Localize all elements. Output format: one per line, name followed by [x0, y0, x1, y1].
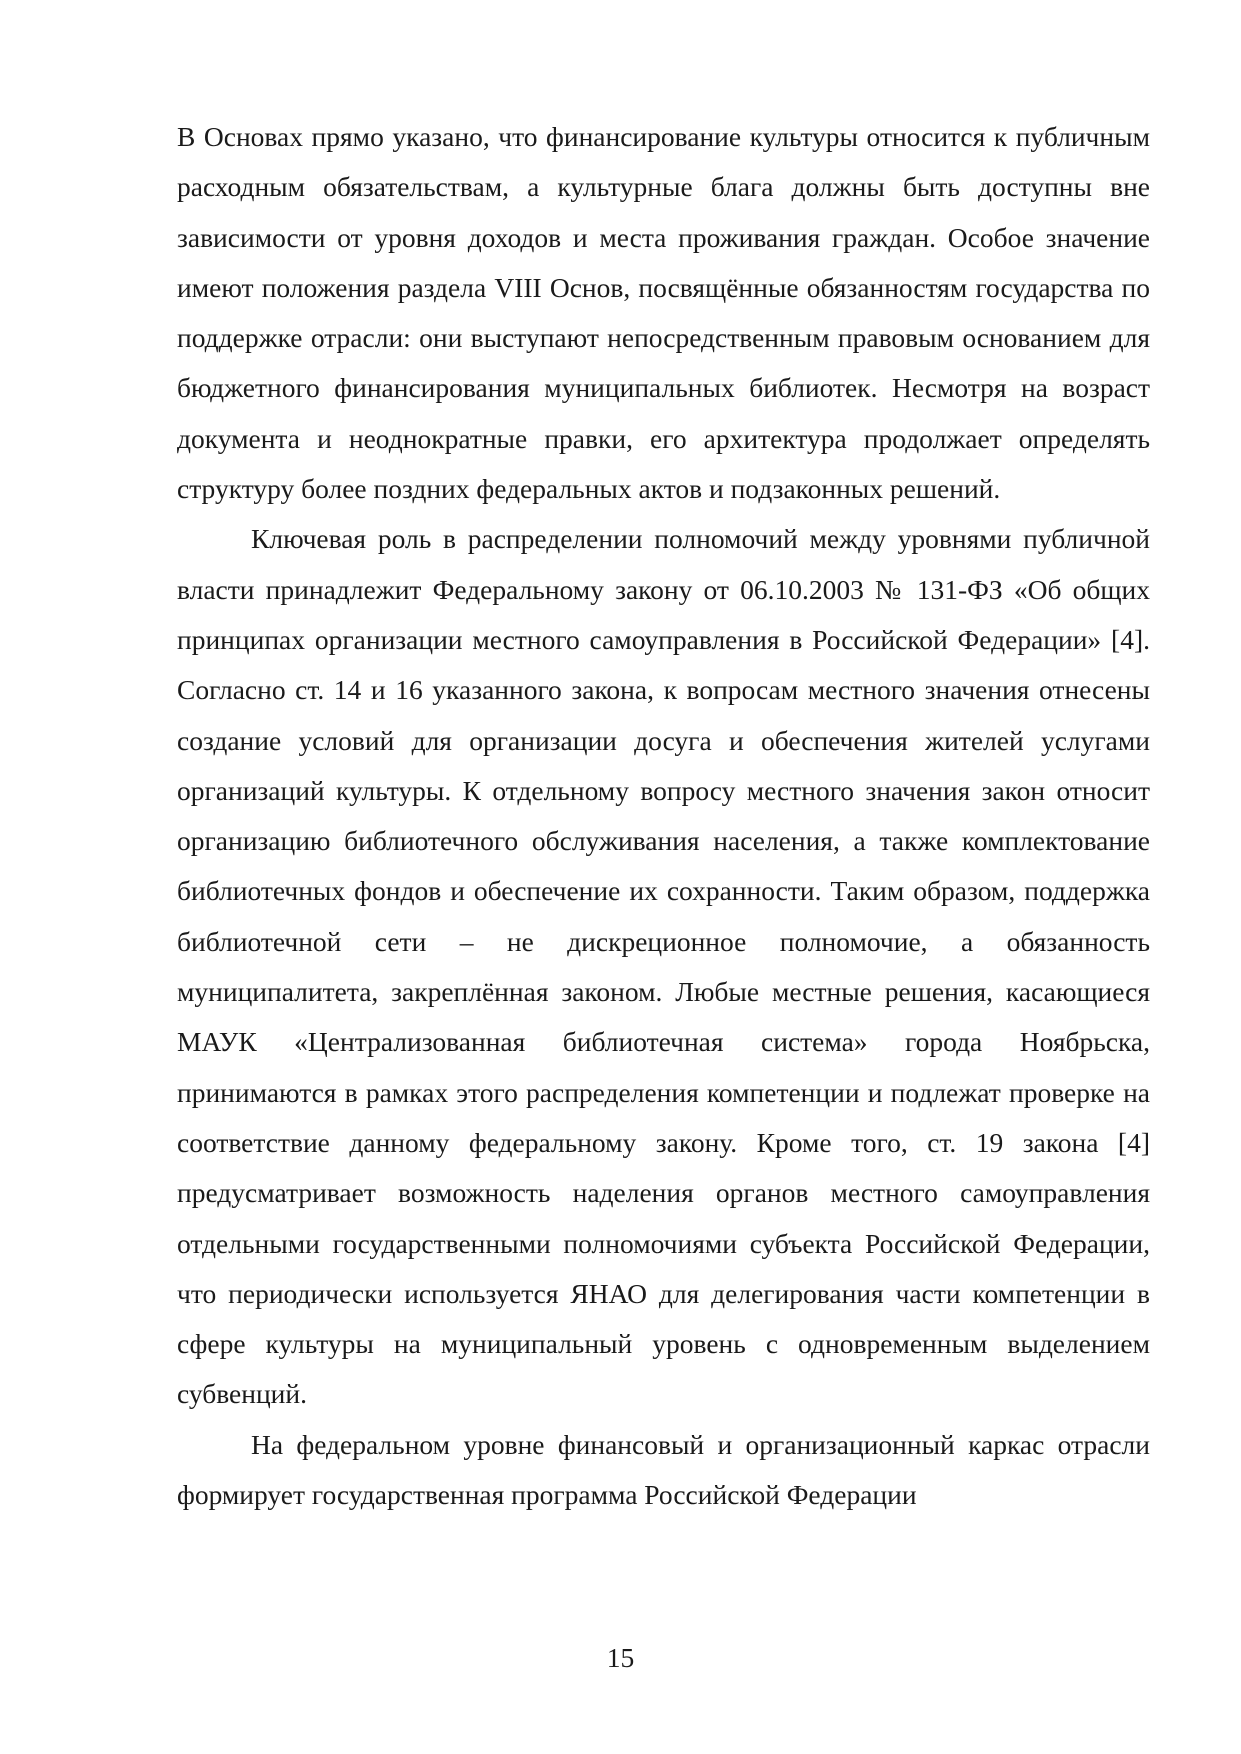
- page-number: 15: [606, 1642, 635, 1673]
- paragraph-2: Ключевая роль в распределении полномочий между уровнями публичной власти принадлежит Федеральному закону от 06.10.2003 № 131-ФЗ «Об общих принципах организации местного самоуправления в Российской Федерации» [4]. Согласно ст. 14 и 16 указанного закона, к вопросам местного значения отнесены создание условий для организации досуга и обеспечения жителей услугами организаций культуры. К отдельному вопросу местного значения закон относит организацию библиотечного обслуживания населения, а также комплектование библиотечных фондов и обеспечение их сохранности. Таким образом, поддержка библиотечной сети – не дискреционное полномочие, а обязанность муниципалитета, закреплённая законом. Любые местные решения, касающиеся МАУК «Централизованная библиотечная система» города Ноябрьска, принимаются в рамках этого распределения компетенции и подлежат проверке на соответствие данному федеральному закону. Кроме того, ст. 19 закона [4] предусматривает возможность наделения органов местного самоуправления отдельными государственными полномочиями субъекта Российской Федерации, что периодически используется ЯНАО для делегирования части компетенции в сфере культуры на муниципальный уровень с одновременным выделением субвенций.: [177, 523, 1150, 1410]
- paragraph-1: В Основах прямо указано, что финансирование культуры относится к публичным расходным обязательствам, а культурные блага должны быть доступны вне зависимости от уровня доходов и места проживания граждан. Особое значение имеют положения раздела VIII Основ, посвящённые обязанностям государства по поддержке отрасли: они выступают непосредственным правовым основанием для бюджетного финансирования муниципальных библиотек. Несмотря на возраст документа и неоднократные правки, его архитектура продолжает определять структуру более поздних федеральных актов и подзаконных решений.: [177, 121, 1150, 505]
- paragraph-3: На федеральном уровне финансовый и организационный каркас отрасли формирует государственная программа Российской Федерации: [177, 1428, 1150, 1511]
- body-text: [177, 112, 1150, 1520]
